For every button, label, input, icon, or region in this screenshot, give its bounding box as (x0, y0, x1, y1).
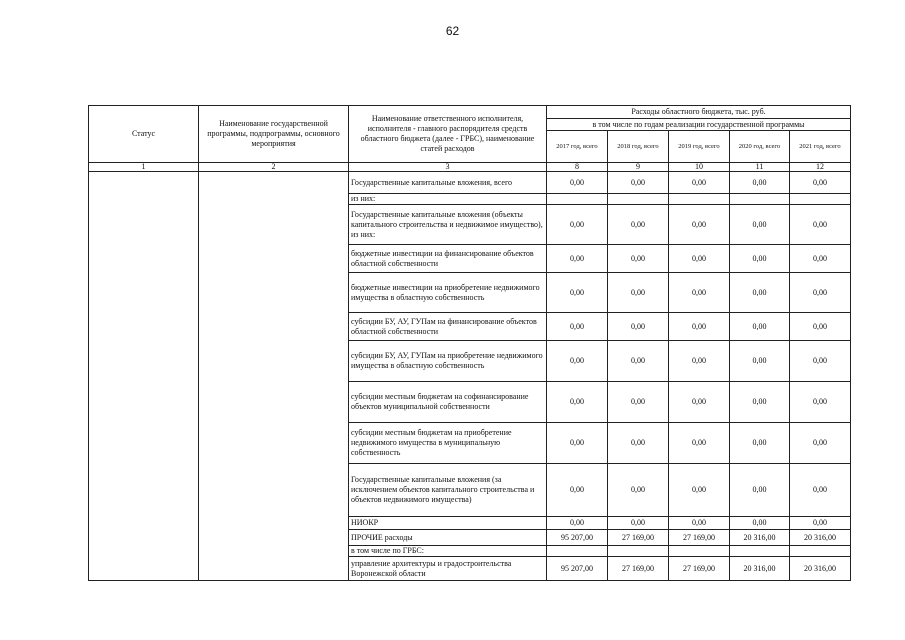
row-name: Государственные капитальные вложения, всего (349, 172, 547, 194)
value-2020: 0,00 (730, 172, 790, 194)
value-2019: 0,00 (669, 172, 730, 194)
column-number: 2 (199, 163, 349, 172)
row-name: бюджетные инвестиции на приобретение недвижимого имущества в областную собственность (349, 273, 547, 313)
header-years-subtitle: в том числе по годам реализации государственной программы (547, 119, 851, 131)
value-2019: 0,00 (669, 273, 730, 313)
row-name: субсидии местным бюджетам на софинансирование объектов муниципальной собственности (349, 382, 547, 423)
value-2020: 0,00 (730, 341, 790, 382)
value-2019: 0,00 (669, 245, 730, 273)
header-status: Статус (89, 106, 199, 163)
value-2017: 95 207,00 (547, 557, 608, 581)
value-2017: 0,00 (547, 205, 608, 245)
row-name: бюджетные инвестиции на финансирование объектов областной собственности (349, 245, 547, 273)
value-2021: 0,00 (790, 382, 851, 423)
value-2021: 0,00 (790, 423, 851, 464)
value-2021 (790, 194, 851, 205)
value-2017: 0,00 (547, 313, 608, 341)
value-2021: 0,00 (790, 313, 851, 341)
column-number: 11 (730, 163, 790, 172)
value-2020: 0,00 (730, 245, 790, 273)
value-2019: 0,00 (669, 464, 730, 517)
status-cell (89, 172, 199, 581)
value-2020: 0,00 (730, 273, 790, 313)
row-name: НИОКР (349, 517, 547, 530)
row-name: из них: (349, 194, 547, 205)
value-2021: 0,00 (790, 245, 851, 273)
column-number: 1 (89, 163, 199, 172)
value-2017 (547, 194, 608, 205)
column-number: 3 (349, 163, 547, 172)
value-2017: 0,00 (547, 517, 608, 530)
row-name: управление архитектуры и градостроительства Воронежской области (349, 557, 547, 581)
value-2020: 0,00 (730, 313, 790, 341)
value-2019: 0,00 (669, 382, 730, 423)
column-number-row (89, 163, 851, 172)
value-2017: 0,00 (547, 464, 608, 517)
value-2020 (730, 546, 790, 557)
value-2018: 27 169,00 (608, 530, 669, 546)
value-2017: 0,00 (547, 341, 608, 382)
value-2019: 0,00 (669, 205, 730, 245)
program-name-cell (199, 172, 349, 581)
column-number: 10 (669, 163, 730, 172)
header-year-2018: 2018 год, всего (608, 131, 669, 163)
value-2018: 0,00 (608, 464, 669, 517)
page-number: 62 (445, 24, 460, 38)
value-2021: 0,00 (790, 341, 851, 382)
value-2018: 0,00 (608, 341, 669, 382)
column-number: 9 (608, 163, 669, 172)
value-2017: 95 207,00 (547, 530, 608, 546)
value-2018 (608, 546, 669, 557)
value-2018: 0,00 (608, 273, 669, 313)
value-2018: 0,00 (608, 313, 669, 341)
row-name: ПРОЧИЕ расходы (349, 530, 547, 546)
value-2017: 0,00 (547, 273, 608, 313)
value-2020: 20 316,00 (730, 530, 790, 546)
value-2018: 0,00 (608, 517, 669, 530)
value-2018: 0,00 (608, 172, 669, 194)
value-2019: 0,00 (669, 341, 730, 382)
value-2018: 0,00 (608, 205, 669, 245)
value-2017: 0,00 (547, 382, 608, 423)
value-2021: 0,00 (790, 205, 851, 245)
column-number: 8 (547, 163, 608, 172)
value-2019: 0,00 (669, 313, 730, 341)
value-2020: 0,00 (730, 205, 790, 245)
value-2019: 27 169,00 (669, 530, 730, 546)
value-2021: 20 316,00 (790, 530, 851, 546)
value-2020: 0,00 (730, 382, 790, 423)
value-2017: 0,00 (547, 172, 608, 194)
header-year-2021: 2021 год, всего (790, 131, 851, 163)
row-name: Государственные капитальные вложения (за исключением объектов капитального строительства и объектов недвижимого имущества) (349, 464, 547, 517)
value-2019 (669, 546, 730, 557)
value-2021: 0,00 (790, 517, 851, 530)
value-2017 (547, 546, 608, 557)
column-number: 12 (790, 163, 851, 172)
value-2021: 0,00 (790, 273, 851, 313)
value-2019: 0,00 (669, 517, 730, 530)
header-year-2017: 2017 год, всего (547, 131, 608, 163)
header-year-2019: 2019 год, всего (669, 131, 730, 163)
value-2017: 0,00 (547, 423, 608, 464)
header-program-name: Наименование государственной программы, подпрограммы, основного мероприятия (199, 106, 349, 163)
value-2020: 0,00 (730, 464, 790, 517)
row-name: субсидии местным бюджетам на приобретение недвижимого имущества в муниципальную собственность (349, 423, 547, 464)
row-name: Государственные капитальные вложения (объекты капитального строительства и недвижимое имущество), из них: (349, 205, 547, 245)
value-2020 (730, 194, 790, 205)
value-2021: 20 316,00 (790, 557, 851, 581)
value-2018: 0,00 (608, 423, 669, 464)
header-expenses-title: Расходы областного бюджета, тыс. руб. (547, 106, 851, 119)
value-2019: 27 169,00 (669, 557, 730, 581)
value-2018: 0,00 (608, 245, 669, 273)
value-2018: 0,00 (608, 382, 669, 423)
value-2019 (669, 194, 730, 205)
row-name: в том числе по ГРБС: (349, 546, 547, 557)
value-2020: 20 316,00 (730, 557, 790, 581)
table-row (89, 172, 851, 194)
value-2018: 27 169,00 (608, 557, 669, 581)
budget-table (88, 105, 851, 581)
value-2021 (790, 546, 851, 557)
header-executor-name: Наименование ответственного исполнителя, исполнителя - главного распорядителя средств областного бюджета (далее - ГРБС), наименование статей расходов (349, 106, 547, 163)
header-year-2020: 2020 год, всего (730, 131, 790, 163)
row-name: субсидии БУ, АУ, ГУПам на приобретение недвижимого имущества в областную собственность (349, 341, 547, 382)
value-2019: 0,00 (669, 423, 730, 464)
value-2020: 0,00 (730, 517, 790, 530)
value-2018 (608, 194, 669, 205)
row-name: субсидии БУ, АУ, ГУПам на финансирование объектов областной собственности (349, 313, 547, 341)
value-2021: 0,00 (790, 172, 851, 194)
value-2017: 0,00 (547, 245, 608, 273)
value-2021: 0,00 (790, 464, 851, 517)
value-2020: 0,00 (730, 423, 790, 464)
